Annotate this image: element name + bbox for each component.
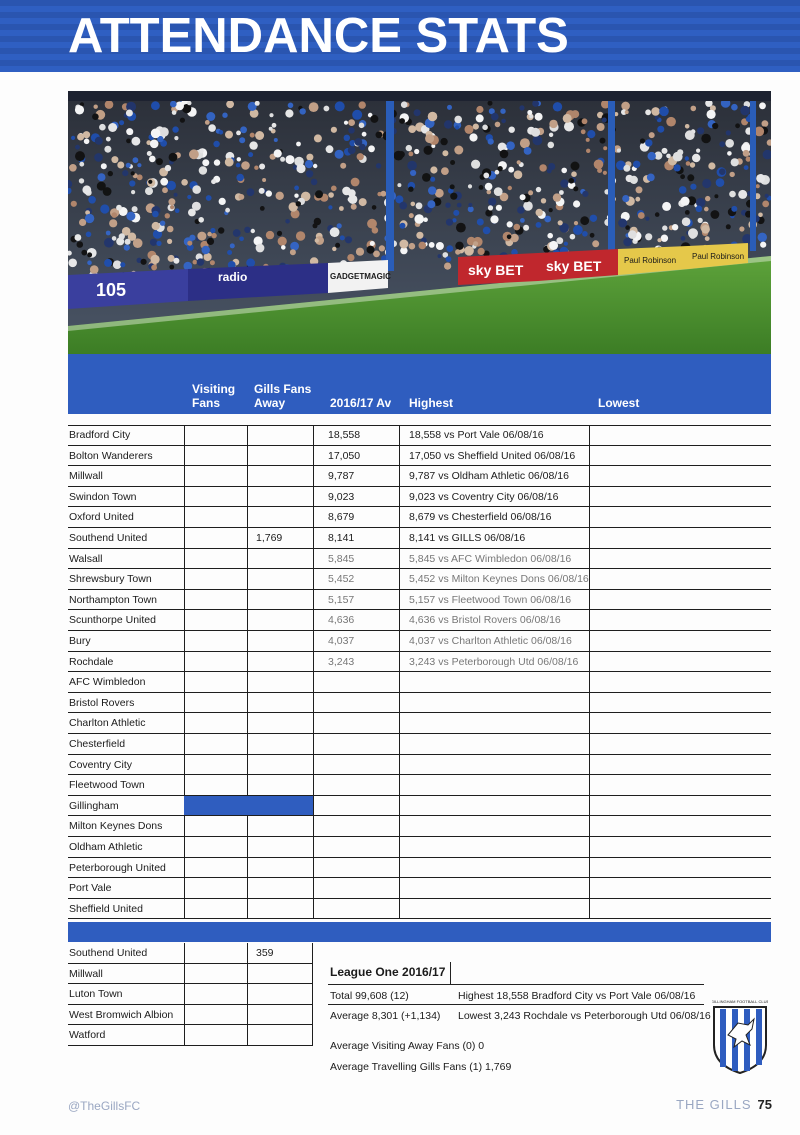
header-banner [0, 0, 800, 72]
lowest-cell [589, 652, 771, 672]
visiting-fans-cell [184, 425, 247, 445]
summary-travelling-gills: Average Travelling Gills Fans (1) 1,769 [330, 1061, 512, 1073]
lowest-cell [589, 858, 771, 878]
average-cell: 3,243 [313, 652, 399, 672]
lowest-cell [589, 713, 771, 733]
gills-away-cell [247, 425, 313, 445]
team-cell: Rochdale [69, 655, 114, 668]
gills-away-cell [247, 964, 313, 984]
page-title: ATTENDANCE STATS [68, 9, 569, 63]
gills-away-cell [247, 446, 313, 466]
cup-row [68, 1005, 313, 1026]
highest-cell: 18,558 vs Port Vale 06/08/16 [399, 425, 589, 445]
highest-cell: 8,679 vs Chesterfield 06/08/16 [399, 507, 589, 527]
team-cell: Oxford United [69, 511, 134, 524]
lowest-cell [589, 466, 771, 486]
gills-away-cell [247, 1025, 313, 1045]
table-row [68, 672, 771, 693]
table-row [68, 878, 771, 899]
team-cell: Peterborough United [69, 861, 166, 874]
gills-away-cell [247, 713, 313, 733]
lowest-cell [589, 487, 771, 507]
lowest-cell [589, 569, 771, 589]
visiting-fans-cell [184, 590, 247, 610]
section-divider [68, 922, 771, 942]
team-cell: Bristol Rovers [69, 696, 135, 709]
highest-cell: 17,050 vs Sheffield United 06/08/16 [399, 446, 589, 466]
highest-cell [399, 755, 589, 775]
lowest-cell [589, 796, 771, 816]
summary-rule [328, 984, 704, 985]
team-cell: Milton Keynes Dons [69, 820, 163, 833]
gills-away-cell [247, 672, 313, 692]
visiting-fans-cell [184, 964, 247, 984]
highest-cell: 5,452 vs Milton Keynes Dons 06/08/16 [399, 569, 589, 589]
team-cell: West Bromwich Albion [69, 1008, 174, 1021]
table-row [68, 446, 771, 467]
visiting-fans-cell [184, 693, 247, 713]
lowest-cell [589, 693, 771, 713]
lowest-cell [589, 610, 771, 630]
team-cell: Southend United [69, 532, 148, 544]
gills-away-cell [247, 549, 313, 569]
summary-rule-2 [328, 1004, 704, 1005]
gills-away-cell [247, 755, 313, 775]
highest-cell: 4,636 vs Bristol Rovers 06/08/16 [399, 610, 589, 630]
highest-cell: 4,037 vs Charlton Athletic 06/08/16 [399, 631, 589, 651]
summary-total: Total 99,608 (12) [330, 990, 409, 1002]
average-cell [313, 734, 399, 754]
table-row [68, 713, 771, 734]
board-105: 105 [96, 280, 127, 300]
table-row [68, 858, 771, 879]
table-row [68, 796, 771, 817]
table-row [68, 816, 771, 837]
visiting-fans-cell [184, 528, 247, 548]
visiting-fans-cell [184, 549, 247, 569]
highest-cell [399, 775, 589, 795]
gills-away-cell [247, 610, 313, 630]
gills-away-cell [247, 796, 313, 816]
team-cell: Charlton Athletic [69, 717, 146, 730]
header-average: 2016/17 Av [330, 396, 392, 410]
team-cell: Luton Town [69, 988, 123, 1001]
team-cell: Sheffield United [69, 902, 143, 915]
visiting-fans-cell [184, 943, 247, 963]
lowest-cell [589, 816, 771, 836]
visiting-fans-cell [184, 755, 247, 775]
highest-cell: 5,157 vs Fleetwood Town 06/08/16 [399, 590, 589, 610]
team-cell: Bury [69, 635, 91, 647]
average-cell: 4,037 [313, 631, 399, 651]
table-row [68, 528, 771, 549]
gills-away-cell [247, 816, 313, 836]
visiting-fans-cell [184, 569, 247, 589]
lowest-cell [589, 899, 771, 919]
visiting-fans-cell [184, 1005, 247, 1025]
average-cell [313, 755, 399, 775]
average-cell [313, 796, 399, 816]
average-cell [313, 775, 399, 795]
footer-handle: @TheGillsFC [68, 1099, 141, 1113]
gills-away-cell [247, 631, 313, 651]
highest-cell [399, 816, 589, 836]
table-row [68, 734, 771, 755]
visiting-fans-cell [184, 858, 247, 878]
average-cell: 18,558 [313, 425, 399, 445]
table-header [68, 354, 771, 414]
visiting-fans-cell [184, 466, 247, 486]
highest-cell [399, 734, 589, 754]
cup-row [68, 943, 313, 964]
average-cell [313, 713, 399, 733]
highest-cell: 8,141 vs GILLS 06/08/16 [399, 528, 589, 548]
highest-cell [399, 899, 589, 919]
table-row [68, 899, 771, 920]
lowest-cell [589, 734, 771, 754]
lowest-cell [589, 528, 771, 548]
table-row [68, 837, 771, 858]
table-row [68, 775, 771, 796]
gills-away-cell [247, 837, 313, 857]
visiting-fans-cell [184, 816, 247, 836]
average-cell: 8,679 [313, 507, 399, 527]
summary-divider [450, 962, 451, 984]
header-gills-fans-away: Gills Fans Away [254, 382, 312, 410]
table-top-rule [68, 425, 771, 426]
average-cell [313, 693, 399, 713]
lowest-cell [589, 549, 771, 569]
average-cell [313, 858, 399, 878]
table-row [68, 425, 771, 446]
lowest-cell [589, 590, 771, 610]
cup-row [68, 964, 313, 985]
gills-away-cell [247, 693, 313, 713]
club-crest-icon [712, 995, 768, 1075]
summary-lowest: Lowest 3,243 Rochdale vs Peterborough Utd 06/08/16 [458, 1010, 711, 1022]
visiting-fans-cell [184, 984, 247, 1004]
highest-cell [399, 713, 589, 733]
table-row [68, 549, 771, 570]
highest-cell: 5,845 vs AFC Wimbledon 06/08/16 [399, 549, 589, 569]
highest-cell: 3,243 vs Peterborough Utd 06/08/16 [399, 652, 589, 672]
team-cell: Southend United [69, 947, 148, 959]
visiting-fans-cell [184, 446, 247, 466]
team-cell: Port Vale [69, 882, 112, 895]
lowest-cell [589, 837, 771, 857]
average-cell: 5,157 [313, 590, 399, 610]
visiting-fans-cell [184, 713, 247, 733]
lowest-cell [589, 672, 771, 692]
lowest-cell [589, 631, 771, 651]
lowest-cell [589, 755, 771, 775]
gills-away-cell [247, 984, 313, 1004]
summary-highest: Highest 18,558 Bradford City vs Port Vale 06/08/16 [458, 990, 696, 1002]
crowd-photo-illustration [68, 91, 771, 354]
visiting-fans-cell [184, 1025, 247, 1045]
highest-cell [399, 796, 589, 816]
cup-row [68, 1025, 313, 1046]
team-cell: AFC Wimbledon [69, 676, 146, 689]
gills-away-cell [247, 1005, 313, 1025]
visiting-fans-cell [184, 610, 247, 630]
team-cell: Chesterfield [69, 738, 126, 750]
visiting-fans-cell [184, 487, 247, 507]
header-lowest: Lowest [598, 396, 640, 410]
gills-away-cell: 1,769 [247, 528, 313, 548]
average-cell [313, 899, 399, 919]
summary-visiting-away: Average Visiting Away Fans (0) 0 [330, 1040, 485, 1052]
visiting-fans-cell [184, 878, 247, 898]
board-gadgetmagic: GADGETMAGIC [330, 272, 391, 281]
gills-away-cell [247, 878, 313, 898]
header-visiting-fans: Visiting Fans [192, 382, 236, 410]
lowest-cell [589, 425, 771, 445]
table-row [68, 631, 771, 652]
average-cell: 8,141 [313, 528, 399, 548]
table-row [68, 652, 771, 673]
page-number: 75 [757, 1097, 772, 1112]
team-cell: Fleetwood Town [69, 779, 145, 792]
table-row [68, 755, 771, 776]
average-cell: 9,787 [313, 466, 399, 486]
highest-cell: 9,787 vs Oldham Athletic 06/08/16 [399, 466, 589, 486]
team-cell: Watford [69, 1029, 106, 1042]
average-cell [313, 672, 399, 692]
team-cell: Millwall [69, 967, 103, 980]
average-cell: 5,452 [313, 569, 399, 589]
crowd-photo [68, 91, 771, 354]
average-cell [313, 837, 399, 857]
gills-away-cell [247, 899, 313, 919]
team-cell: Northampton Town [69, 593, 157, 606]
table-row [68, 693, 771, 714]
footer-brand: THE GILLS [676, 1097, 752, 1112]
visiting-fans-cell [184, 734, 247, 754]
average-cell: 5,845 [313, 549, 399, 569]
cup-row [68, 984, 313, 1005]
team-cell: Millwall [69, 470, 103, 483]
lowest-cell [589, 507, 771, 527]
highest-cell [399, 672, 589, 692]
highest-cell [399, 878, 589, 898]
highest-cell [399, 858, 589, 878]
visiting-fans-cell [184, 507, 247, 527]
gills-away-cell: 359 [247, 943, 313, 963]
team-cell: Scunthorpe United [69, 614, 156, 627]
board-paul-robinson-1: Paul Robinson [624, 256, 677, 265]
gills-away-cell [247, 569, 313, 589]
table-row [68, 507, 771, 528]
gills-away-cell [247, 775, 313, 795]
visiting-fans-cell [184, 899, 247, 919]
table-row [68, 590, 771, 611]
team-cell: Walsall [69, 552, 103, 565]
visiting-fans-cell [184, 837, 247, 857]
team-cell: Swindon Town [69, 490, 137, 503]
visiting-fans-cell [184, 796, 247, 816]
average-cell [313, 878, 399, 898]
lowest-cell [589, 878, 771, 898]
gills-away-cell [247, 466, 313, 486]
highest-cell [399, 693, 589, 713]
average-cell: 17,050 [313, 446, 399, 466]
table-row [68, 466, 771, 487]
average-cell [313, 816, 399, 836]
team-cell: Oldham Athletic [69, 841, 143, 853]
average-cell: 9,023 [313, 487, 399, 507]
table-row [68, 487, 771, 508]
gills-away-cell [247, 487, 313, 507]
summary-average: Average 8,301 (+1,134) [330, 1010, 441, 1022]
lowest-cell [589, 775, 771, 795]
team-cell: Shrewsbury Town [69, 573, 152, 586]
lowest-cell [589, 446, 771, 466]
board-paul-robinson-2: Paul Robinson [692, 252, 745, 261]
highest-cell [399, 837, 589, 857]
visiting-fans-cell [184, 631, 247, 651]
team-cell: Gillingham [69, 799, 119, 812]
gills-away-cell [247, 507, 313, 527]
gills-away-cell [247, 652, 313, 672]
visiting-fans-cell [184, 775, 247, 795]
table-row [68, 569, 771, 590]
table-row [68, 610, 771, 631]
header-highest: Highest [409, 396, 454, 410]
visiting-fans-cell [184, 652, 247, 672]
board-radio: radio [218, 270, 248, 284]
visiting-fans-cell [184, 672, 247, 692]
gills-away-cell [247, 590, 313, 610]
gills-away-cell [247, 734, 313, 754]
average-cell: 4,636 [313, 610, 399, 630]
team-cell: Bolton Wanderers [69, 449, 153, 462]
team-cell: Coventry City [69, 758, 133, 771]
team-cell: Bradford City [69, 429, 131, 441]
highest-cell: 9,023 vs Coventry City 06/08/16 [399, 487, 589, 507]
board-skybet-1: sky BET [468, 262, 524, 278]
summary-title: League One 2016/17 [330, 965, 446, 979]
board-skybet-2: sky BET [546, 258, 602, 274]
crest-text: GILLINGHAM FOOTBALL CLUB [712, 999, 768, 1004]
gills-away-cell [247, 858, 313, 878]
footer-page [676, 1097, 772, 1112]
